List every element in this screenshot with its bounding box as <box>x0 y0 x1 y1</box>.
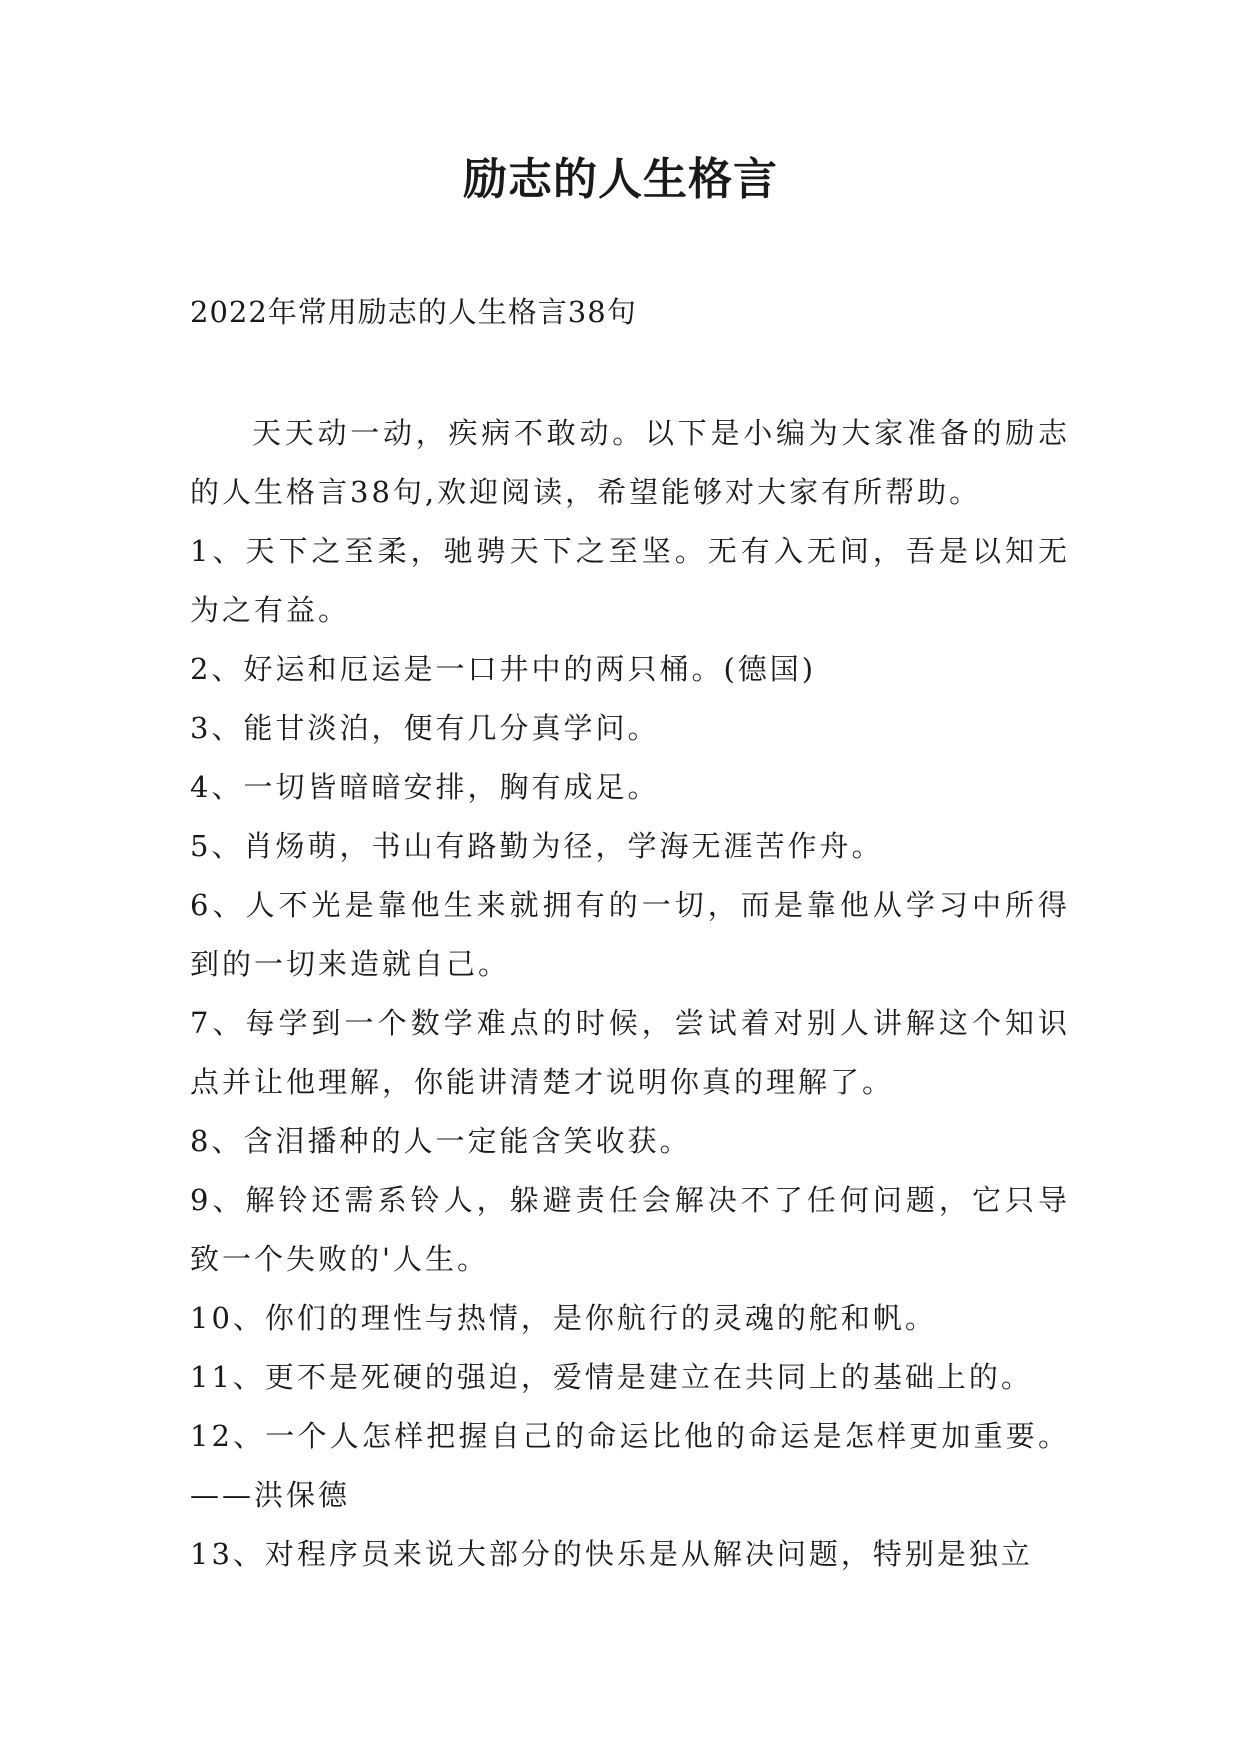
document-title: 励志的人生格言 <box>463 154 778 205</box>
document-subtitle: 2022年常用励志的人生格言38句 <box>190 295 637 329</box>
document-body <box>190 404 1070 1584</box>
quote-item: 1、天下之至柔，驰骋天下之至坚。无有入无间，吾是以知无为之有益。 <box>190 534 1070 627</box>
intro-paragraph: 天天动一动，疾病不敢动。以下是小编为大家准备的励志的人生格言38句,欢迎阅读，希望能够对大家有所帮助。 <box>190 416 1070 509</box>
quote-item: 7、每学到一个数学难点的时候，尝试着对别人讲解这个知识点并让他理解，你能讲清楚才说明你真的理解了。 <box>190 1006 1070 1099</box>
quote-item: 6、人不光是靠他生来就拥有的一切，而是靠他从学习中所得到的一切来造就自己。 <box>190 888 1070 981</box>
quote-item: 2、好运和厄运是一口井中的两只桶。(德国) <box>190 652 817 686</box>
quote-item: 3、能甘淡泊，便有几分真学问。 <box>190 711 660 745</box>
quote-item: 12、一个人怎样把握自己的命运比他的命运是怎样更加重要。——洪保德 <box>190 1419 1070 1512</box>
quote-item: 8、含泪播种的人一定能含笑收获。 <box>190 1124 692 1158</box>
quote-item: 9、解铃还需系铃人，躲避责任会解决不了任何问题，它只导致一个失败的'人生。 <box>190 1183 1070 1276</box>
quote-item: 10、你们的理性与热情，是你航行的灵魂的舵和帆。 <box>190 1301 937 1335</box>
quote-item: 11、更不是死硬的强迫，爱情是建立在共同上的基础上的。 <box>190 1360 1033 1394</box>
quote-item: 4、一切皆暗暗安排，胸有成足。 <box>190 770 660 804</box>
quote-item: 13、对程序员来说大部分的快乐是从解决问题，特别是独立 <box>190 1537 1033 1571</box>
quote-item: 5、肖炀萌，书山有路勤为径，学海无涯苦作舟。 <box>190 829 884 863</box>
